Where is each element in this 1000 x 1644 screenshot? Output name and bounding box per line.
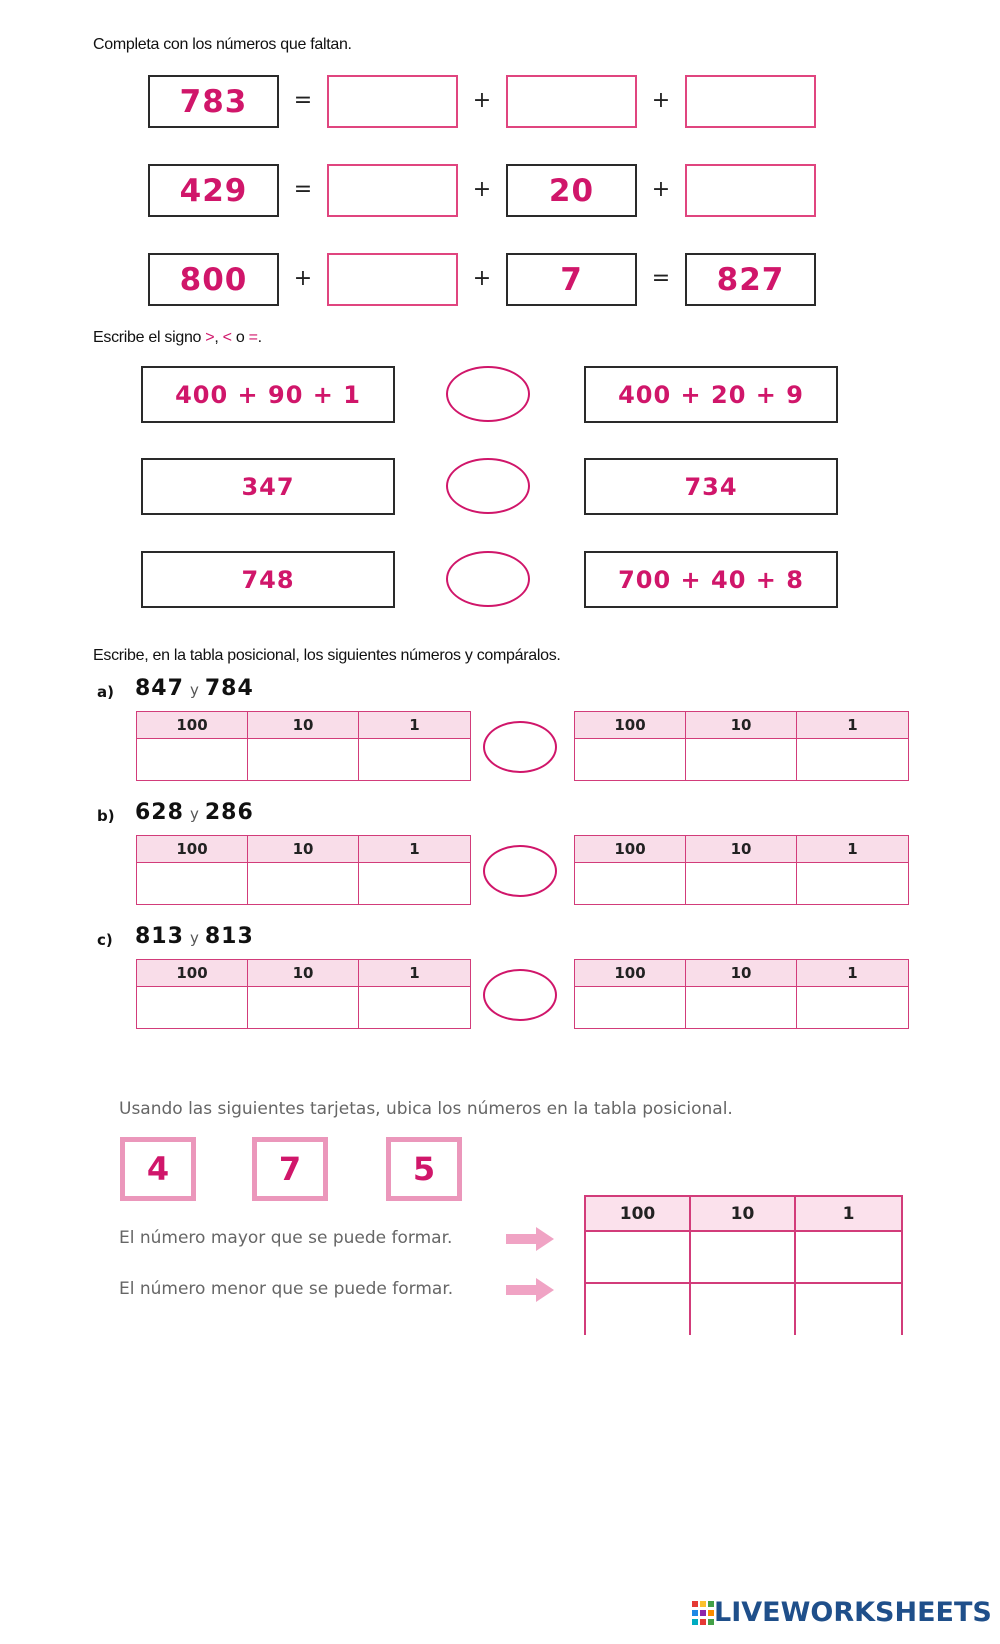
compare-right-box: 734 — [584, 458, 838, 515]
number-pair: 847 y 784 — [135, 676, 254, 701]
header-ones: 1 — [359, 712, 470, 739]
cell-hundreds[interactable] — [575, 739, 686, 780]
header-ones: 1 — [797, 836, 908, 863]
cell-ones[interactable] — [797, 863, 908, 904]
operator-sign: = — [293, 177, 313, 202]
compare-right-box: 700 + 40 + 8 — [584, 551, 838, 608]
header-tens: 10 — [686, 836, 797, 863]
given-number-box: 20 — [506, 164, 637, 217]
answer-input-box[interactable] — [327, 253, 458, 306]
header-hundreds: 100 — [137, 712, 248, 739]
header-tens: 10 — [248, 712, 359, 739]
answer-input-box[interactable] — [685, 164, 816, 217]
label-smaller-number: El número menor que se puede formar. — [119, 1279, 454, 1299]
cell-tens[interactable] — [686, 863, 797, 904]
cell-smaller-hundreds[interactable] — [586, 1284, 691, 1336]
cell-greater-tens[interactable] — [691, 1232, 796, 1284]
operator-sign: = — [651, 266, 671, 291]
cell-ones[interactable] — [359, 739, 470, 780]
place-value-table-right[interactable] — [574, 711, 909, 781]
label-greater-number: El número mayor que se puede formar. — [119, 1228, 453, 1248]
cell-greater-ones[interactable] — [796, 1232, 901, 1284]
cell-hundreds[interactable] — [575, 987, 686, 1028]
number-pair: 813 y 813 — [135, 924, 254, 949]
operator-sign: + — [472, 88, 492, 113]
header-hundreds: 100 — [137, 960, 248, 987]
cell-hundreds[interactable] — [575, 863, 686, 904]
operator-sign: + — [293, 266, 313, 291]
arrow-right-icon — [506, 1226, 554, 1252]
header-ones: 1 — [797, 960, 908, 987]
item-letter: a) — [97, 683, 114, 701]
cell-hundreds[interactable] — [137, 987, 248, 1028]
given-number-box: 7 — [506, 253, 637, 306]
compare-left-box: 748 — [141, 551, 395, 608]
sign-answer-ellipse[interactable] — [446, 366, 530, 422]
cell-hundreds[interactable] — [137, 863, 248, 904]
cell-ones[interactable] — [359, 863, 470, 904]
place-value-table-right[interactable] — [574, 959, 909, 1029]
cell-tens[interactable] — [248, 863, 359, 904]
sign-answer-ellipse[interactable] — [483, 845, 557, 897]
number-card: 7 — [252, 1137, 328, 1201]
operator-sign: + — [651, 177, 671, 202]
logo-blocks-icon — [692, 1601, 714, 1625]
sign-answer-ellipse[interactable] — [483, 969, 557, 1021]
given-number-box: 827 — [685, 253, 816, 306]
header-tens: 10 — [686, 712, 797, 739]
place-value-table-left[interactable] — [136, 835, 471, 905]
cell-tens[interactable] — [248, 987, 359, 1028]
operator-sign: + — [472, 266, 492, 291]
instruction-complete-numbers: Completa con los números que faltan. — [93, 36, 352, 53]
header-hundreds: 100 — [575, 712, 686, 739]
header-hundreds: 100 — [575, 836, 686, 863]
header-ones: 1 — [359, 960, 470, 987]
header-hundreds: 100 — [137, 836, 248, 863]
sign-answer-ellipse[interactable] — [483, 721, 557, 773]
number-card: 5 — [386, 1137, 462, 1201]
sign-answer-ellipse[interactable] — [446, 458, 530, 514]
header-tens: 10 — [686, 960, 797, 987]
cell-smaller-tens[interactable] — [691, 1284, 796, 1336]
liveworksheets-logo — [692, 1597, 992, 1628]
number-pair: 628 y 286 — [135, 800, 254, 825]
cell-tens[interactable] — [686, 739, 797, 780]
given-number-box: 429 — [148, 164, 279, 217]
answer-input-box[interactable] — [506, 75, 637, 128]
cell-ones[interactable] — [797, 739, 908, 780]
cell-hundreds[interactable] — [137, 739, 248, 780]
logo-text: LIVEWORKSHEETS — [714, 1597, 992, 1628]
given-number-box: 783 — [148, 75, 279, 128]
place-value-table-left[interactable] — [136, 959, 471, 1029]
header-tens: 10 — [691, 1197, 796, 1232]
compare-right-box: 400 + 20 + 9 — [584, 366, 838, 423]
cell-greater-hundreds[interactable] — [586, 1232, 691, 1284]
given-number-box: 800 — [148, 253, 279, 306]
place-value-table-cards[interactable] — [584, 1195, 903, 1335]
instruction-write-sign: Escribe el signo >, < o =. — [93, 329, 262, 346]
answer-input-box[interactable] — [327, 75, 458, 128]
header-ones: 1 — [359, 836, 470, 863]
header-tens: 10 — [248, 960, 359, 987]
compare-left-box: 347 — [141, 458, 395, 515]
operator-sign: + — [472, 177, 492, 202]
item-letter: b) — [97, 807, 115, 825]
arrow-right-icon — [506, 1277, 554, 1303]
cell-ones[interactable] — [359, 987, 470, 1028]
cell-tens[interactable] — [248, 739, 359, 780]
header-hundreds: 100 — [586, 1197, 691, 1232]
header-tens: 10 — [248, 836, 359, 863]
operator-sign: = — [293, 88, 313, 113]
cell-tens[interactable] — [686, 987, 797, 1028]
cell-ones[interactable] — [797, 987, 908, 1028]
operator-sign: + — [651, 88, 671, 113]
header-hundreds: 100 — [575, 960, 686, 987]
answer-input-box[interactable] — [327, 164, 458, 217]
instruction-cards: Usando las siguientes tarjetas, ubica los números en la tabla posicional. — [119, 1099, 733, 1119]
item-letter: c) — [97, 931, 113, 949]
sign-answer-ellipse[interactable] — [446, 551, 530, 607]
place-value-table-left[interactable] — [136, 711, 471, 781]
cell-smaller-ones[interactable] — [796, 1284, 901, 1336]
answer-input-box[interactable] — [685, 75, 816, 128]
header-ones: 1 — [796, 1197, 901, 1232]
number-card: 4 — [120, 1137, 196, 1201]
place-value-table-right[interactable] — [574, 835, 909, 905]
instruction-place-value-table: Escribe, en la tabla posicional, los siguientes números y compáralos. — [93, 647, 561, 664]
compare-left-box: 400 + 90 + 1 — [141, 366, 395, 423]
header-ones: 1 — [797, 712, 908, 739]
